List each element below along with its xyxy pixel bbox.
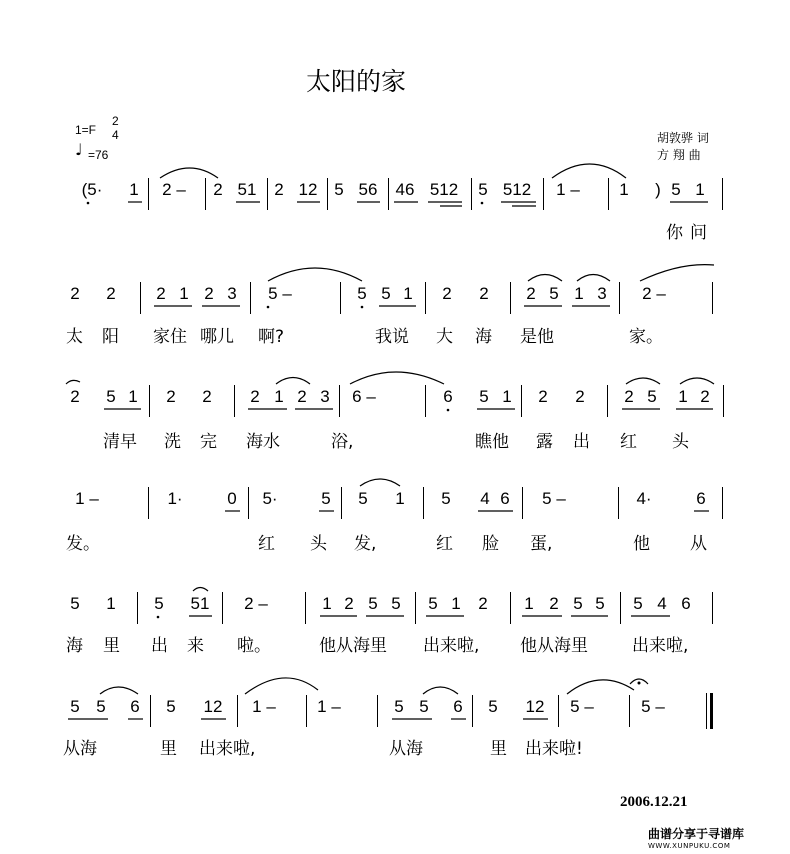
- note: 6: [681, 594, 691, 613]
- note: 5: [478, 180, 488, 199]
- bar-line: [237, 695, 238, 727]
- lyric: 哪儿: [200, 327, 234, 347]
- note: 1: [403, 284, 413, 303]
- note: 5: [595, 594, 605, 613]
- lyric: 啊?: [258, 327, 285, 347]
- note: 51: [237, 180, 257, 199]
- time-signature-top: 2: [112, 114, 119, 128]
- bar-line: [722, 487, 723, 519]
- slur: [567, 680, 634, 694]
- note: 1: [619, 180, 629, 199]
- note: 2: [538, 387, 548, 406]
- composer-credit: 方 翔 曲: [657, 148, 701, 162]
- note: 5: [647, 387, 657, 406]
- bar-line: [471, 178, 472, 210]
- lyric: 我说: [375, 327, 409, 347]
- lyric: 完: [200, 432, 217, 452]
- bar-line: [305, 592, 306, 624]
- note: 1: [274, 387, 284, 406]
- lyric: 红: [258, 534, 275, 554]
- bar-line: [137, 592, 138, 624]
- slur: [66, 380, 80, 384]
- slur: [160, 168, 218, 178]
- lyric: 里: [160, 739, 177, 759]
- bar-line: [415, 592, 416, 624]
- lyric-row-2: [0, 322, 790, 350]
- lyric: 红: [620, 432, 637, 452]
- note: 5 –: [641, 697, 665, 716]
- note: 5: [394, 697, 404, 716]
- time-signature-bottom: 4: [112, 128, 119, 142]
- bar-line: [222, 592, 223, 624]
- lyric: 家。: [629, 327, 663, 347]
- bar-line: [620, 592, 621, 624]
- lyric: 从: [690, 534, 707, 554]
- note: 512: [429, 180, 459, 199]
- bar-line: [377, 695, 378, 727]
- note: 5: [573, 594, 583, 613]
- note: 6 –: [352, 387, 376, 406]
- bar-line: [234, 385, 235, 417]
- note: 4: [657, 594, 667, 613]
- notation-row-5: [0, 594, 790, 634]
- bar-line: [521, 385, 522, 417]
- lyric: 他: [633, 534, 650, 554]
- lyric: 出来啦,: [199, 739, 256, 759]
- note: 5 –: [542, 489, 566, 508]
- bar-line: [543, 178, 544, 210]
- bar-line: [267, 178, 268, 210]
- note: 2 –: [244, 594, 268, 613]
- note: 5: [334, 180, 344, 199]
- note: 5: [70, 697, 80, 716]
- note: 3: [597, 284, 607, 303]
- note: 5: [166, 697, 176, 716]
- bar-line: [510, 282, 511, 314]
- note: 5: [154, 594, 164, 613]
- bar-line: [723, 385, 724, 417]
- lyric: 出: [573, 432, 590, 452]
- note: 5: [419, 697, 429, 716]
- fermata: [630, 679, 648, 684]
- note: 1 –: [556, 180, 580, 199]
- song-title: 太阳的家: [306, 67, 407, 96]
- bar-line: [388, 178, 389, 210]
- bar-line: [619, 282, 620, 314]
- lyric: 出: [151, 636, 168, 656]
- slur: [100, 687, 138, 694]
- note: 0: [227, 489, 237, 508]
- note: 1: [451, 594, 461, 613]
- note: 5: [633, 594, 643, 613]
- note: 2: [204, 284, 214, 303]
- lyric: 出来啦!: [525, 739, 583, 759]
- lyric: 洗: [164, 432, 181, 452]
- bar-line: [250, 282, 251, 314]
- bar-line: [629, 695, 630, 727]
- note: 2 –: [162, 180, 186, 199]
- note: 2: [202, 387, 212, 406]
- lyric: 发,: [354, 534, 377, 554]
- note: 5: [488, 697, 498, 716]
- lyric: 你: [666, 223, 683, 243]
- lyric-row-1: [0, 218, 790, 246]
- lyric: 是他: [520, 327, 554, 347]
- note: 5: [441, 489, 451, 508]
- slur: [626, 378, 660, 384]
- bar-line: [148, 487, 149, 519]
- note: 5 –: [570, 697, 594, 716]
- note: 12: [298, 180, 318, 199]
- fermata-dot: [638, 682, 641, 685]
- note: 1: [322, 594, 332, 613]
- footer-watermark-text: 曲谱分享于寻谱库: [648, 827, 745, 841]
- bar-line: [425, 385, 426, 417]
- note: 2: [700, 387, 710, 406]
- quarter-note-icon: ♩: [75, 140, 83, 159]
- note: 46: [395, 180, 415, 199]
- lyric: 他从海里: [520, 636, 588, 656]
- lyric: 大: [436, 327, 453, 347]
- lyric: 阳: [102, 327, 119, 347]
- bar-line: [327, 178, 328, 210]
- bar-line: [522, 487, 523, 519]
- note: 2: [624, 387, 634, 406]
- note: 6: [696, 489, 706, 508]
- note: 5: [381, 284, 391, 303]
- lyric: 问: [690, 223, 707, 243]
- note: 5: [96, 697, 106, 716]
- note: 2: [442, 284, 452, 303]
- lyric: 发。: [66, 534, 100, 554]
- note: 2: [526, 284, 536, 303]
- slur: [268, 268, 362, 281]
- lyric: 啦。: [237, 636, 271, 656]
- note: 1: [678, 387, 688, 406]
- bar-line: [425, 282, 426, 314]
- note: 56: [358, 180, 378, 199]
- note: 5: [368, 594, 378, 613]
- note: 2: [478, 594, 488, 613]
- lyric: 海: [475, 327, 492, 347]
- bar-line: [712, 282, 713, 314]
- bar-line: [558, 695, 559, 727]
- note: 1: [502, 387, 512, 406]
- lyric: 来: [187, 636, 204, 656]
- note: 512: [502, 180, 532, 199]
- bar-line: [306, 695, 307, 727]
- lyric: 脸: [482, 534, 499, 554]
- footer-watermark-url: WWW.XUNPUKU.COM: [648, 842, 731, 850]
- note: 5: [70, 594, 80, 613]
- bar-line: [712, 592, 713, 624]
- bar-line: [510, 592, 511, 624]
- bar-line: [608, 178, 609, 210]
- lyric-row-4: [0, 529, 790, 557]
- note: 1: [179, 284, 189, 303]
- note: 5: [321, 489, 331, 508]
- note: 2: [106, 284, 116, 303]
- bar-line: [148, 178, 149, 210]
- note: 2: [549, 594, 559, 613]
- notation-row-1: [0, 180, 790, 220]
- lyric-row-3: [0, 427, 790, 455]
- note: 12: [203, 697, 223, 716]
- lyric: 浴,: [331, 432, 354, 452]
- final-bar-thin: [706, 693, 707, 729]
- note: 5: [357, 284, 367, 303]
- lyric: 太: [66, 327, 83, 347]
- note: 1: [524, 594, 534, 613]
- note: 4·: [636, 489, 652, 508]
- lyric: 头: [310, 534, 327, 554]
- bar-line: [339, 385, 340, 417]
- note: 5: [106, 387, 116, 406]
- key-signature: 1=F: [75, 123, 97, 137]
- note: 5: [428, 594, 438, 613]
- note: 6: [130, 697, 140, 716]
- bar-line: [618, 487, 619, 519]
- bar-line: [340, 282, 341, 314]
- slur: [360, 479, 400, 486]
- lyric: 头: [672, 432, 689, 452]
- lyric: 蛋,: [530, 534, 553, 554]
- note: 6: [453, 697, 463, 716]
- note: 5 –: [268, 284, 292, 303]
- note: 4: [480, 489, 490, 508]
- note: 3: [320, 387, 330, 406]
- note: 1: [395, 489, 405, 508]
- lyric: 出来啦,: [423, 636, 480, 656]
- note: 3: [227, 284, 237, 303]
- note: 51: [190, 594, 210, 613]
- slur: [276, 378, 310, 385]
- bar-line: [607, 385, 608, 417]
- lyric: 清早: [103, 432, 137, 452]
- note: 1: [129, 180, 139, 199]
- note: 6: [443, 387, 453, 406]
- bar-line: [205, 178, 206, 210]
- note: 5: [391, 594, 401, 613]
- bar-line: [140, 282, 141, 314]
- lyric: 出来啦,: [632, 636, 689, 656]
- notation-row-4: [0, 489, 790, 529]
- slur: [350, 372, 444, 384]
- slur: [193, 588, 208, 592]
- final-bar-thick: [710, 693, 713, 729]
- lyric-row-6: [0, 734, 790, 762]
- slur: [423, 687, 458, 694]
- lyric: 家住: [153, 327, 187, 347]
- bar-line: [722, 178, 723, 210]
- slur: [680, 378, 714, 384]
- note: 1: [128, 387, 138, 406]
- lyric: 从海: [389, 739, 423, 759]
- note: 1: [695, 180, 705, 199]
- notation-row-6: [0, 697, 790, 737]
- note: 2: [274, 180, 284, 199]
- note: 1 –: [317, 697, 341, 716]
- slur: [552, 164, 626, 178]
- lyric: 他从海里: [319, 636, 387, 656]
- lyricist-credit: 胡敦骅 词: [657, 131, 709, 145]
- note: 2: [213, 180, 223, 199]
- note: 2: [344, 594, 354, 613]
- note: 1: [574, 284, 584, 303]
- slur: [245, 678, 318, 694]
- lyric-row-5: [0, 631, 790, 659]
- note: 2 –: [642, 284, 666, 303]
- lyric: 从海: [63, 739, 97, 759]
- note: (5·: [81, 180, 103, 199]
- lyric: 红: [436, 534, 453, 554]
- bar-line: [248, 487, 249, 519]
- bar-line: [150, 695, 151, 727]
- note: 5: [358, 489, 368, 508]
- lyric: 露: [536, 432, 553, 452]
- slur: [528, 275, 562, 282]
- note: 2: [156, 284, 166, 303]
- note: 2: [297, 387, 307, 406]
- note: 5·: [262, 489, 278, 508]
- lyric: 瞧他: [475, 432, 509, 452]
- note: 1 –: [252, 697, 276, 716]
- note: 2: [575, 387, 585, 406]
- bar-line: [149, 385, 150, 417]
- date-stamp: 2006.12.21: [620, 794, 688, 810]
- bar-line: [341, 487, 342, 519]
- note: 2: [70, 284, 80, 303]
- lyric: 海: [66, 636, 83, 656]
- note: 5: [479, 387, 489, 406]
- lyric: 里: [490, 739, 507, 759]
- note: 12: [525, 697, 545, 716]
- note: 5: [549, 284, 559, 303]
- bar-line: [423, 487, 424, 519]
- note: 1: [106, 594, 116, 613]
- slur: [577, 275, 610, 282]
- tempo-marking: =76: [88, 148, 109, 162]
- note: 1·: [167, 489, 183, 508]
- note: ): [655, 180, 661, 199]
- note: 5: [671, 180, 681, 199]
- slur: [640, 265, 714, 281]
- note: 2: [70, 387, 80, 406]
- bar-line: [472, 695, 473, 727]
- note: 2: [250, 387, 260, 406]
- note: 6: [500, 489, 510, 508]
- note: 1 –: [75, 489, 99, 508]
- note: 2: [479, 284, 489, 303]
- note: 2: [166, 387, 176, 406]
- lyric: 里: [103, 636, 120, 656]
- notation-row-2: [0, 284, 790, 324]
- notation-row-3: [0, 387, 790, 427]
- lyric: 海水: [246, 432, 280, 452]
